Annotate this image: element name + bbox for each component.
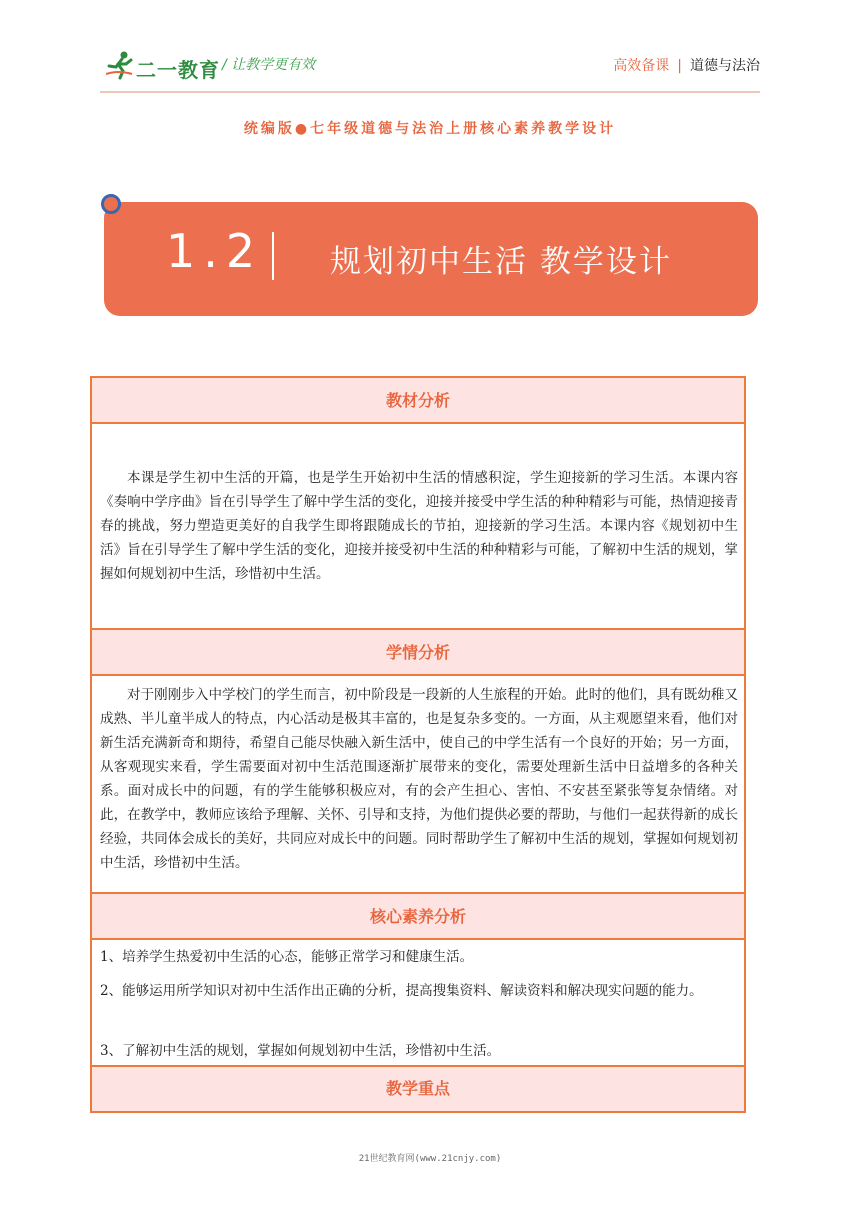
header-category: 高效备课 (613, 58, 670, 74)
banner-divider (272, 232, 274, 280)
lesson-plan-table (90, 376, 746, 1113)
logo (106, 50, 226, 80)
banner-dot-icon (101, 194, 121, 214)
lesson-number: 1.2 (166, 224, 264, 278)
section-heading-core: 核心素养分析 (92, 894, 744, 940)
section-body-core (92, 940, 744, 1067)
lesson-title: 规划初中生活 教学设计 (330, 244, 672, 280)
page-header (0, 0, 860, 92)
header-subject: 道德与法治 (690, 58, 760, 74)
page-footer: 21世纪教育网(www.21cnjy.com) (358, 1154, 502, 1164)
textbook-analysis-text: 本课是学生初中生活的开篇，也是学生开始初中生活的情感积淀，学生迎接新的学习生活。本课内容《奏响中学序曲》旨在引导学生了解中学生活的变化，迎接并接受中学生活的种种精彩与可能，热情迎接青春的挑战，努力塑造更美好的自我学生即将跟随成长的节拍，迎接新的学习生活。本课内容《规划初中生活》旨在引导学生了解中学生活的变化，迎接并接受初中生活的种种精彩与可能，了解初中生活的规划，掌握如何规划初中生活，珍惜初中生活。 (100, 470, 738, 582)
section-body-textbook (92, 424, 744, 630)
core-item-1: 1、培养学生热爱初中生活的心态，能够正常学习和健康生活。 (100, 949, 474, 965)
section-body-student (92, 676, 744, 894)
series-title: 统编版●七年级道德与法治上册核心素养教学设计 (243, 121, 617, 137)
header-separator: | (677, 58, 682, 74)
section-heading-focus: 教学重点 (92, 1067, 744, 1111)
core-item-3: 3、了解初中生活的规划，掌握如何规划初中生活，珍惜初中生活。 (100, 1043, 501, 1059)
section-heading-student: 学情分析 (92, 630, 744, 676)
logo-text: 二一教育 (136, 58, 220, 82)
header-right (613, 55, 760, 75)
section-heading-textbook: 教材分析 (92, 378, 744, 424)
runner-logo-icon (106, 50, 134, 80)
header-divider (100, 91, 760, 93)
student-analysis-text: 对于刚刚步入中学校门的学生而言，初中阶段是一段新的人生旅程的开始。此时的他们，具有既幼稚又成熟、半儿童半成人的特点，内心活动是极其丰富的，也是复杂多变的。一方面，从主观愿望来看，他们对新生活充满新奇和期待，希望自己能尽快融入新生活中，使自己的中学生活有一个良好的开始；另一方面，从客观现实来看，学生需要面对初中生活范围逐渐扩展带来的变化，需要处理新生活中日益增多的各种关系。面对成长中的问题，有的学生能够积极应对，有的会产生担心、害怕、不安甚至紧张等复杂情绪。对此，在教学中，教师应该给予理解、关怀、引导和支持，为他们提供必要的帮助，与他们一起获得新的成长经验，共同体会成长的美好，共同应对成长中的问题。同时帮助学生了解初中生活的规划，掌握如何规划初中生活，珍惜初中生活。 (100, 687, 738, 871)
slogan: / 让教学更有效 (222, 57, 316, 73)
core-item-2: 2、能够运用所学知识对初中生活作出正确的分析，提高搜集资料、解读资料和解决现实问题的能力。 (100, 983, 703, 999)
